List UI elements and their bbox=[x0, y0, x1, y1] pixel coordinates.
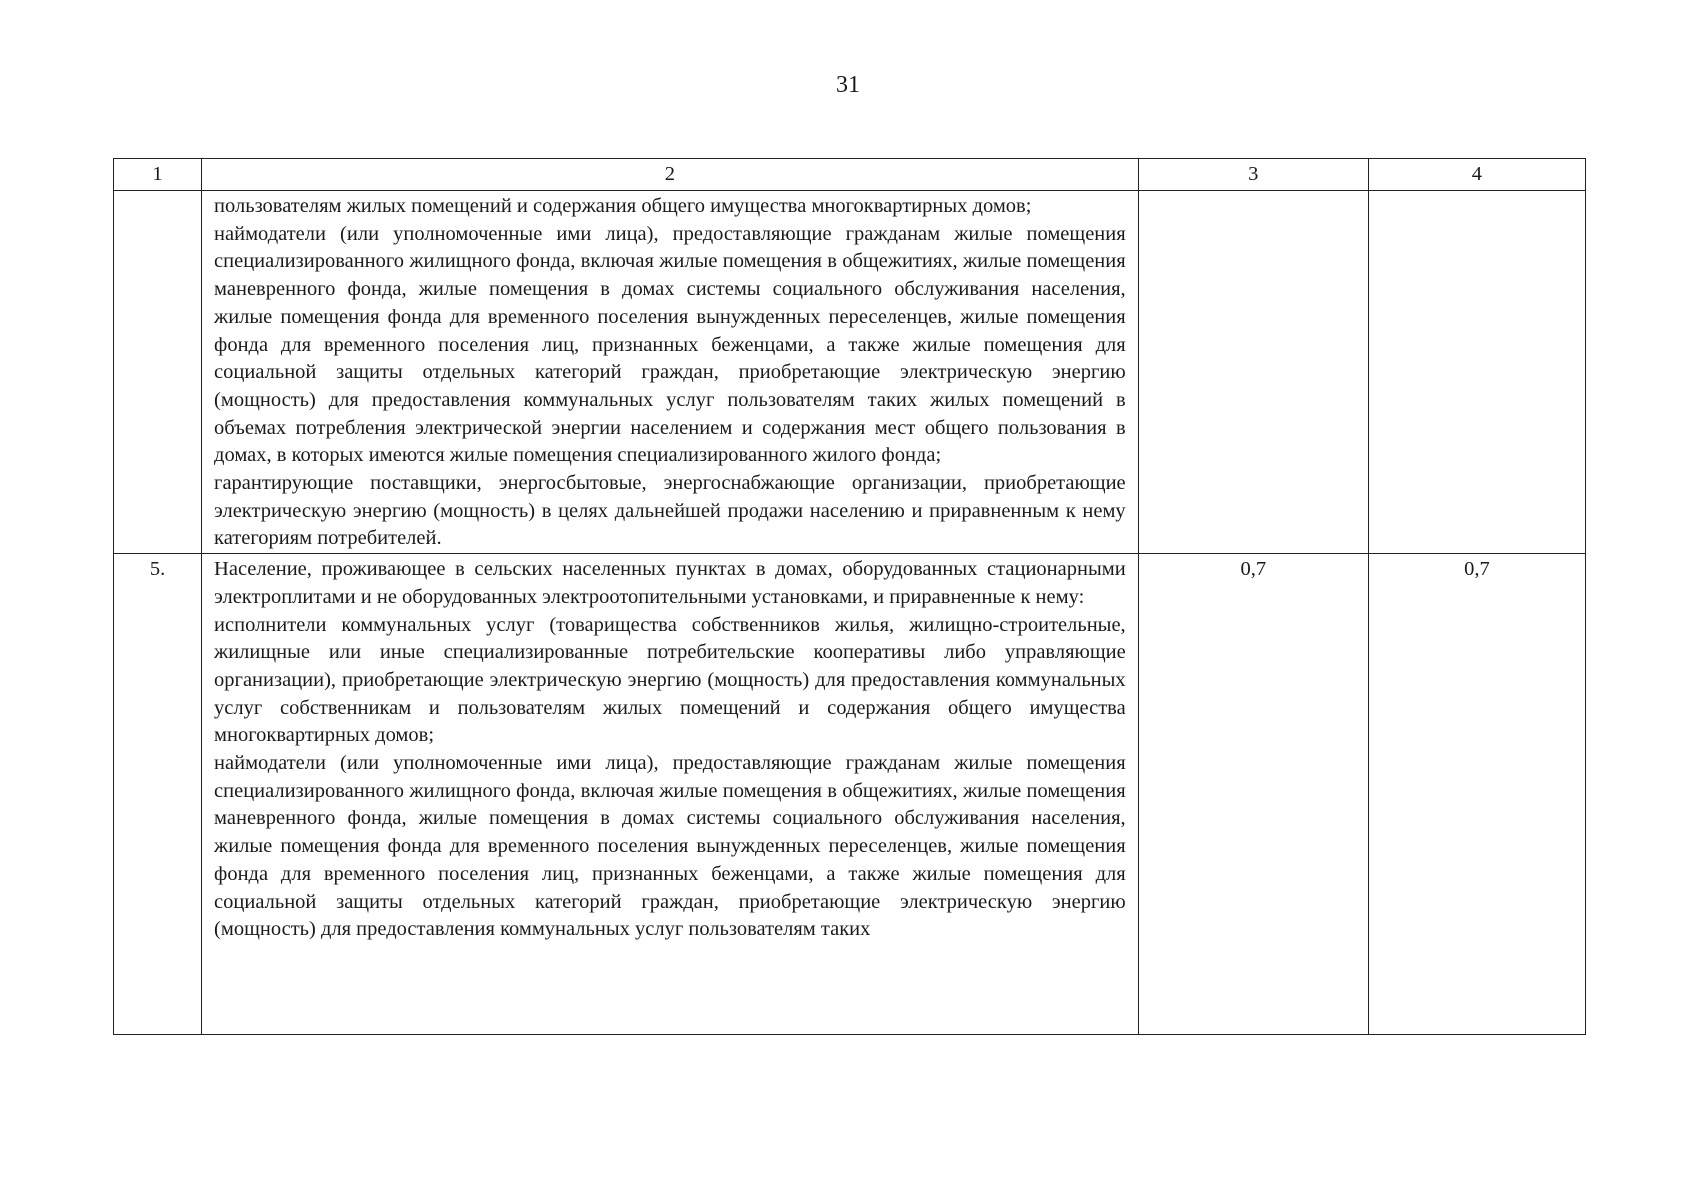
paragraph: пользователям жилых помещений и содержания общего имущества многоквартирных домов; bbox=[214, 195, 1032, 217]
row-number: 5. bbox=[114, 554, 202, 1035]
table-header-row bbox=[114, 159, 1586, 191]
paragraph: исполнители коммунальных услуг (товарищества собственников жилья, жилищно-строительные, жилищные или иные специализированные потребительские кооперативы либо управляющие организации), приобретающие электрическую энергию (мощность) для предоставления коммунальных услуг собственникам и пользователям жилых помещений и содержания общего имущества многоквартирных домов; bbox=[214, 613, 1126, 747]
tariff-table bbox=[113, 158, 1586, 1035]
header-col-1: 1 bbox=[114, 159, 202, 191]
row-description bbox=[202, 191, 1139, 554]
row-description bbox=[202, 554, 1139, 1035]
table-row bbox=[114, 554, 1586, 1035]
paragraph: гарантирующие поставщики, энергосбытовые, энергоснабжающие организации, приобретающие электрическую энергию (мощность) в целях дальнейшей продажи населению и приравненным к нему категориям потребителей. bbox=[214, 472, 1126, 550]
row-value-col-3: 0,7 bbox=[1138, 554, 1368, 1035]
paragraph: Население, проживающее в сельских населенных пунктах в домах, оборудованных стационарными электроплитами и не оборудованных электроотопительными установками, и приравненные к нему: bbox=[214, 558, 1126, 608]
row-value-col-4: 0,7 bbox=[1368, 554, 1585, 1035]
row-value-col-3 bbox=[1138, 191, 1368, 554]
header-col-4: 4 bbox=[1368, 159, 1585, 191]
page-number: 31 bbox=[836, 72, 860, 98]
header-col-2: 2 bbox=[202, 159, 1139, 191]
row-number bbox=[114, 191, 202, 554]
paragraph: наймодатели (или уполномоченные ими лица), предоставляющие гражданам жилые помещения специализированного жилищного фонда, включая жилые помещения в общежитиях, жилые помещения маневренного фонда, жилые помещения в домах системы социального обслуживания населения, жилые помещения фонда для временного поселения вынужденных переселенцев, жилые помещения фонда для временного поселения лиц, признанных беженцами, а также жилые помещения для социальной защиты отдельных категорий граждан, приобретающие электрическую энергию (мощность) для предоставления коммунальных услуг пользователям таких bbox=[214, 752, 1126, 941]
header-col-3: 3 bbox=[1138, 159, 1368, 191]
table-row bbox=[114, 191, 1586, 554]
row-value-col-4 bbox=[1368, 191, 1585, 554]
paragraph: наймодатели (или уполномоченные ими лица), предоставляющие гражданам жилые помещения специализированного жилищного фонда, включая жилые помещения в общежитиях, жилые помещения маневренного фонда, жилые помещения в домах системы социального обслуживания населения, жилые помещения фонда для временного поселения вынужденных переселенцев, жилые помещения фонда для временного поселения лиц, признанных беженцами, а также жилые помещения для социальной защиты отдельных категорий граждан, приобретающие электрическую энергию (мощность) для предоставления коммунальных услуг пользователям таких жилых помещений в объемах потребления электрической энергии населением и содержания мест общего пользования в домах, в которых имеются жилые помещения специализированного жилого фонда; bbox=[214, 222, 1126, 467]
